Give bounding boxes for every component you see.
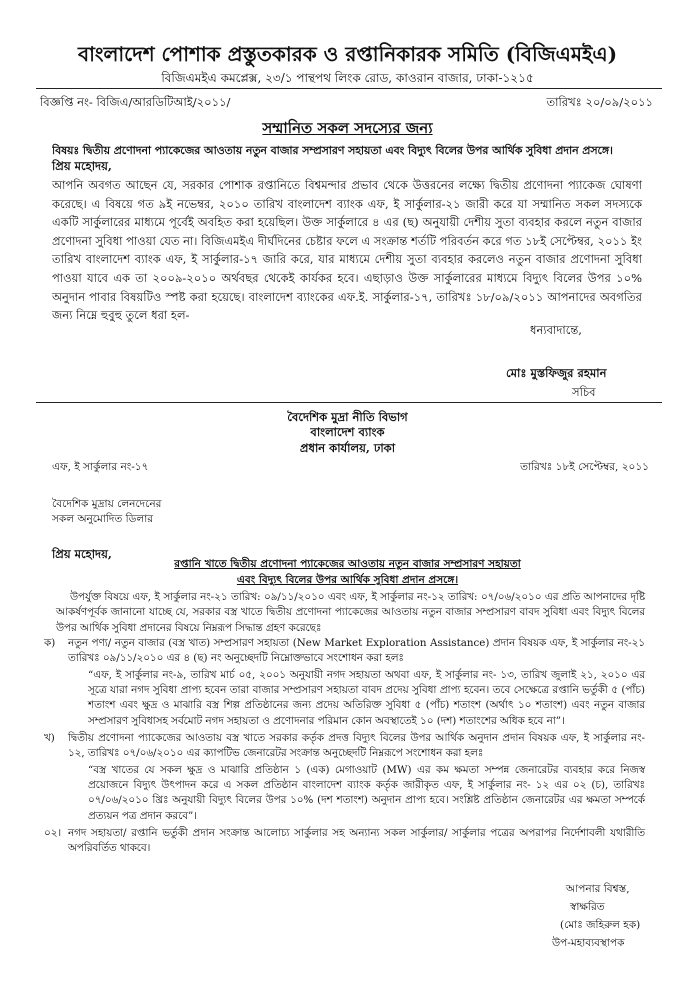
notice-body: আপনি অবগত আছেন যে, সরকার পোশাক রপ্তানিতে বিশ্বমন্দার প্রভাব থেকে উত্তরনের লক্ষ্যে দ্বিতীয় প্রণোদনা প্যাকেজ ঘোষণা করেছে। এ বিষয়ে গত ৯ই নভেম্বর, ২০১০ তারিখ বাংলাদেশ ব্যাংক এফ, ই সার্কুলার-২১ জারী করে যা সম্মানিত সকল সদস্যকে একটি সার্কুলারের মাধ্যমে পূর্বেই অবহিত করা হয়েছিল। উক্ত সার্কুলারে ৪ এর (ছ) অনুযায়ী দেশীয় সুতা ব্যবহার করলে নতুন বাজার প্রণোদনা সুবিধা পাওয়া যেত না। বিজিএমইএ দীর্ঘদিনের চেষ্টার ফলে এ সংক্রান্ত শর্তটি পরিবর্তন করে গত ১৮ই সেপ্টেম্বর, ২০১১ ইং তারিখ বাংলাদেশ ব্যাংক এফ, ই সার্কুলার-১৭ জারি করে, যার মাধ্যমে দেশীয় সুতা ব্যবহার করলেও নতুন বাজার প্রণোদনা সুবিধা পাওয়া যাবে এক তা ২০০৯-২০১০ অর্থবছর থেকেই কার্যকর হবে। এছাড়াও উক্ত সার্কুলারের মাধ্যমে বিদ্যুৎ বিলের উপর ১০% অনুদান পাবার বিষয়টিও স্পষ্ট করা হয়েছে। বাংলাদেশ ব্যাংকের এফ.ই. সার্কুলার-১৭, তারিখঃ ১৮/০৯/২০১১ আপনাদের অবগতির জন্য নিম্নে হুবুহু তুলে ধরা হল-	[52, 178, 642, 323]
item-k-label: ক)	[44, 637, 56, 649]
org-title: বাংলাদেশ পোশাক প্রস্তুতকারক ও রপ্তানিকারক সমিতি (বিজিএমইএ)	[77, 42, 618, 66]
header-divider	[36, 88, 662, 89]
signatory-title: সচিব	[572, 385, 596, 399]
item-k-quote: “এফ, ই সার্কুলার নং-৯, তারিখ মার্চ ০৫, ২০০১ অনুযায়ী নগদ সহায়তা অথবা এফ, ই সার্কুলার নং- ১৩, তারিখ জুলাই ২১, ২০১০ এর সূত্রে যারা নগদ সুবিধা প্রাপ্য হবেন তারা বাজার সম্প্রসারণ সহায়তা বাবদ প্রদেয় সুবিধা প্রাপ্য হবেন। তবে সেক্ষেত্রে রপ্তানি ভর্তুকী ৫ (পাঁচ) শতাংশ এবং ক্ষুদ্র ও মাঝারি বস্ত্র শিল্প প্রতিষ্ঠানের জন্য প্রদেয় অতিরিক্ত সুবিধা ৫ (পাঁচ) শতাংশ (অর্থাৎ ১০ শতাংশ) এবং নতুন বাজার সম্প্রসারণ সুবিধাসহ সর্বমোট নগদ সহায়তা ও প্রণোদনার পরিমান কোন অবস্থাতেই ১০ (দশ) শতাংশের অধিক হবে না”।	[88, 669, 645, 727]
item-kh-quote: “বস্ত্র খাতের যে সকল ক্ষুদ্র ও মাঝারি প্রতিষ্ঠান ১ (এক) মেগাওয়াট (MW) এর কম ক্ষমতা সম্পন্ন জেনারেটর ব্যবহার করে নিজস্ব প্রয়োজনে বিদ্যুৎ উৎপাদন করে এ সকল প্রতিষ্ঠান বাংলাদেশ ব্যাংক কর্তৃক জারীকৃত এফ, ই সার্কুলার নং- ১২ এর ০২ (চ), তারিখঃ ০৭/০৬/২০১০ খ্রিঃ অনুযায়ী বিদ্যুৎ বিলের উপর ১০% (দশ শতাংশ) অনুদান প্রাপ্য হবে। সংশ্লিষ্ট প্রতিষ্ঠান জেনারেটর এর ক্ষমতা সম্পর্কে প্রত্যয়ন পত্র প্রদান করবে”।	[88, 764, 645, 822]
item-k-text: নতুন পণ্য/ নতুন বাজার (বস্ত্র খাত) সম্প্রসারণ সহায়তা (New Market Exploration Assistance) প্রদান বিষয়ক এফ, ই সার্কুলার নং-২১ তারিখঃ ০৯/১১/২০১০ এর ৪ (ছ) নং অনুচ্ছেদটি নিম্নোক্তভাবে সংশোধন করা হলঃ	[68, 637, 645, 665]
item-kh-text: দ্বিতীয় প্রণোদনা প্যাকেজের আওতায় বস্ত্র খাতে সরকার কর্তৃক প্রদত্ত বিদ্যুৎ বিলের উপর আর্থিক অনুদান প্রদান বিষয়ক এফ, ই সার্কুলার নং- ১২, তারিখঃ ০৭/০৬/২০১০ এর ক্যাপটিভ জেনারেটর সংক্রান্ত অনুচ্ছেদটি নিম্নরূপে সংশোধন করা হলঃ	[68, 732, 645, 760]
circular-signed: স্বাক্ষরিত	[570, 901, 605, 913]
notice-date: তারিখঃ ২০/০৯/২০১১	[546, 95, 653, 109]
item-02-text: নগদ সহায়তা/ রপ্তানি ভর্তুকী প্রদান সংক্রান্ত আলোচ্য সার্কুলার সহ অন্যান্য সকল সার্কুলার/ সার্কুলার পত্রের অপরাপর নির্দেশাবলী যথারীতি অপরিবর্তিত থাকবে।	[68, 827, 645, 855]
circular-number: এফ, ই সার্কুলার নং-১৭	[52, 461, 149, 473]
circular-office: প্রধান কার্যালয়, ঢাকা	[299, 441, 396, 455]
circular-salutation: প্রিয় মহোদয়,	[52, 547, 112, 561]
circular-signer-title: উপ-মহাব্যবস্থাপক	[552, 937, 625, 949]
recipient-line-1: বৈদেশিক মুদ্রায় লেনদেনের	[52, 498, 162, 510]
circular-date: তারিখঃ ১৮ই সেপ্টেম্বর, ২০১১	[520, 461, 649, 473]
signatory-name: মোঃ মুস্তফিজুর রহমান	[506, 366, 607, 380]
notice-number: বিজ্ঞপ্তি নং- বিজিএ/আরডিটিআই/২০১১/	[40, 95, 231, 109]
section-divider	[36, 402, 662, 403]
notice-thanks: ধন্যবাদান্তে,	[530, 323, 582, 337]
recipient-line-2: সকল অনুমোদিত ডিলার	[52, 513, 154, 525]
circular-closing: আপনার বিশ্বস্ত,	[566, 883, 630, 895]
circular-subject-line-1: রপ্তানি খাতে দ্বিতীয় প্রণোদনা প্যাকেজের আওতায় নতুন বাজার সম্প্রসারণ সহায়তা	[174, 558, 521, 570]
circular-subject-line-2: এবং বিদ্যুৎ বিলের উপর আর্থিক সুবিধা প্রদান প্রসঙ্গে।	[236, 574, 459, 586]
org-address: বিজিএমইএ কমপ্লেক্স, ২৩/১ পান্থপথ লিংক রোড, কাওরান বাজার, ঢাকা-১২১৫	[161, 71, 534, 85]
item-kh-label: খ)	[44, 732, 55, 744]
notice-subject: বিষয়ঃ দ্বিতীয় প্রণোদনা প্যাকেজের আওতায় নতুন বাজার সম্প্রসারণ সহায়তা এবং বিদ্যুৎ বিলের উপর আর্থিক সুবিধা প্রদান প্রসঙ্গে।	[52, 144, 613, 157]
notice-salutation: প্রিয় মহোদয়,	[52, 159, 112, 173]
circular-department: বৈদেশিক মুদ্রা নীতি বিভাগ	[287, 410, 408, 424]
item-02-label: ০২।	[44, 827, 62, 839]
notice-heading: সম্মানিত সকল সদস্যের জন্য	[262, 119, 433, 137]
circular-signer-name: (মোঃ জহিরুল হক)	[560, 919, 641, 931]
circular-intro: উপর্যুক্ত বিষয়ে এফ, ই সার্কুলার নং-২১ তারিখ: ০৯/১১/২০১০ এবং এফ, ই সার্কুলার নং-১২ তারিখ: ০৭/০৬/২০১০ এর প্রতি আপনাদের দৃষ্টি আকর্ষণপূর্বক জানানো যাচ্ছে যে, সরকার বস্ত্র খাতে দ্বিতীয় প্রণোদনা প্যাকেজের আওতায় নতুন বাজার সম্প্রসারণ বাবদ সুবিধা এবং বিদ্যুৎ বিলের উপর আর্থিক সুবিধা প্রদানের বিষয়ে নিম্নরূপ সিদ্ধান্ত গ্রহণ করেছেঃ	[56, 591, 645, 634]
circular-bank: বাংলাদেশ ব্যাংক	[310, 425, 385, 439]
